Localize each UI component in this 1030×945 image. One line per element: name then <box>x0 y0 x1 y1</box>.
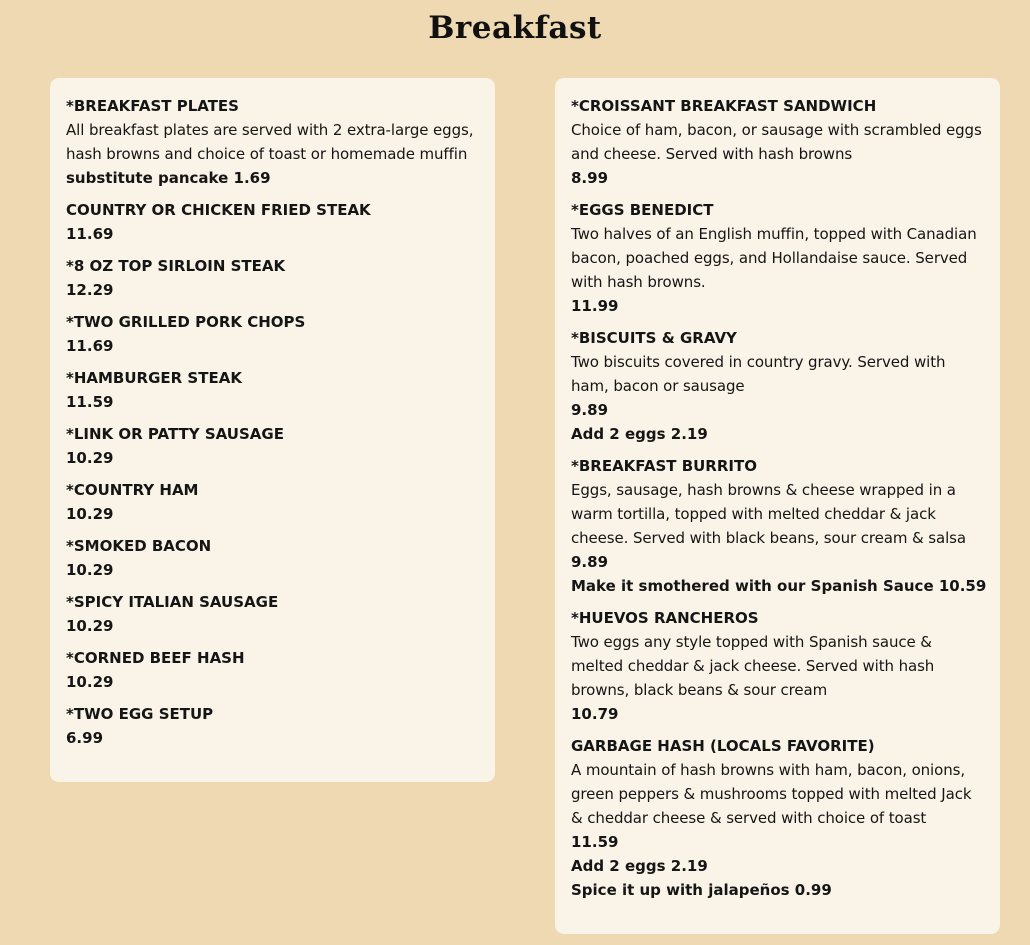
item-price: 9.89 <box>571 553 609 571</box>
item-name: *CROISSANT BREAKFAST SANDWICH <box>571 97 877 115</box>
menu-item <box>66 478 481 526</box>
item-name: *HAMBURGER STEAK <box>66 369 242 387</box>
menu-panel-left <box>50 78 495 782</box>
item-description: Two halves of an English muffin, topped with Canadian bacon, poached eggs, and Hollandaise sauce. Served with hash browns. <box>571 225 977 291</box>
menu-item <box>571 454 986 598</box>
item-description: Eggs, sausage, hash browns & cheese wrapped in a warm tortilla, topped with melted cheddar & jack cheese. Served with black beans, sour cream & salsa <box>571 481 966 547</box>
menu-item <box>571 326 986 446</box>
menu-item <box>66 646 481 694</box>
item-name: *EGGS BENEDICT <box>571 201 714 219</box>
item-name: GARBAGE HASH (LOCALS FAVORITE) <box>571 737 875 755</box>
item-price: 8.99 <box>571 169 609 187</box>
item-name: *8 OZ TOP SIRLOIN STEAK <box>66 257 286 275</box>
item-price: 10.29 <box>66 449 114 467</box>
menu-item <box>66 366 481 414</box>
item-name: *HUEVOS RANCHEROS <box>571 609 759 627</box>
item-description: Choice of ham, bacon, or sausage with scrambled eggs and cheese. Served with hash browns <box>571 121 982 163</box>
item-name: *CORNED BEEF HASH <box>66 649 245 667</box>
menu-item <box>66 422 481 470</box>
item-extra: Add 2 eggs 2.19 <box>571 857 708 875</box>
item-extra: substitute pancake 1.69 <box>66 169 271 187</box>
item-price: 10.29 <box>66 617 114 635</box>
item-price: 11.99 <box>571 297 619 315</box>
menu-item <box>571 198 986 318</box>
menu-item <box>66 534 481 582</box>
item-description: Two eggs any style topped with Spanish sauce & melted cheddar & jack cheese. Served with hash browns, black beans & sour cream <box>571 633 935 699</box>
menu-item <box>571 734 986 902</box>
item-name: *TWO EGG SETUP <box>66 705 214 723</box>
item-name: *LINK OR PATTY SAUSAGE <box>66 425 284 443</box>
menu-item <box>66 702 481 750</box>
item-name: COUNTRY OR CHICKEN FRIED STEAK <box>66 201 371 219</box>
item-price: 11.59 <box>66 393 114 411</box>
item-extra: Make it smothered with our Spanish Sauce 10.59 <box>571 577 987 595</box>
item-extra: Spice it up with jalapeños 0.99 <box>571 881 832 899</box>
item-price: 6.99 <box>66 729 104 747</box>
menu-item <box>571 606 986 726</box>
menu-item <box>66 254 481 302</box>
menu-item <box>571 94 986 190</box>
item-name: *COUNTRY HAM <box>66 481 199 499</box>
item-description: Two biscuits covered in country gravy. Served with ham, bacon or sausage <box>571 353 946 395</box>
menu-item <box>66 590 481 638</box>
item-price: 11.59 <box>571 833 619 851</box>
item-price: 10.29 <box>66 505 114 523</box>
page-title: Breakfast <box>428 10 602 46</box>
item-name: *SPICY ITALIAN SAUSAGE <box>66 593 279 611</box>
item-price: 10.29 <box>66 673 114 691</box>
item-price: 9.89 <box>571 401 609 419</box>
item-price: 12.29 <box>66 281 114 299</box>
item-name: *SMOKED BACON <box>66 537 212 555</box>
item-price: 10.79 <box>571 705 619 723</box>
item-price: 10.29 <box>66 561 114 579</box>
item-description: A mountain of hash browns with ham, bacon, onions, green peppers & mushrooms topped with melted Jack & cheddar cheese & served with choice of toast <box>571 761 972 827</box>
menu-item <box>66 94 481 190</box>
item-name: *BISCUITS & GRAVY <box>571 329 737 347</box>
menu-panel-right <box>555 78 1000 934</box>
menu-item <box>66 198 481 246</box>
item-name: *BREAKFAST PLATES <box>66 97 239 115</box>
item-name: *BREAKFAST BURRITO <box>571 457 757 475</box>
item-price: 11.69 <box>66 337 114 355</box>
menu-item <box>66 310 481 358</box>
item-price: 11.69 <box>66 225 114 243</box>
item-extra: Add 2 eggs 2.19 <box>571 425 708 443</box>
item-name: *TWO GRILLED PORK CHOPS <box>66 313 306 331</box>
item-description: All breakfast plates are served with 2 extra-large eggs, hash browns and choice of toast or homemade muffin <box>66 121 474 163</box>
